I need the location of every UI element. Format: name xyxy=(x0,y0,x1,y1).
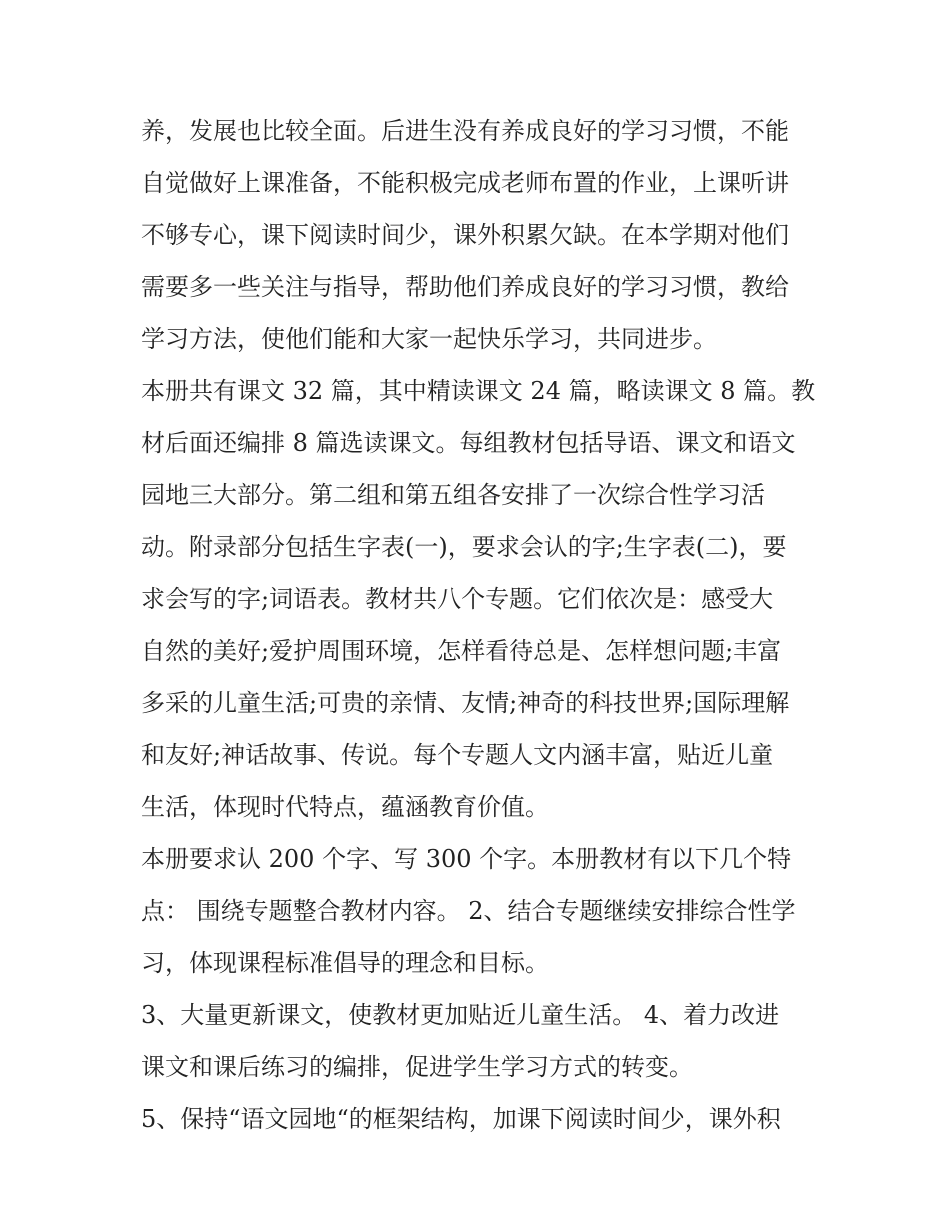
text-line: 求会写的字;词语表。教材共八个专题。它们依次是：感受大 xyxy=(141,585,774,613)
text-line: 不够专心，课下阅读时间少，课外积累欠缺。在本学期对他们 xyxy=(141,221,789,249)
text-line: 课文和课后练习的编排，促进学生学习方式的转变。 xyxy=(141,1053,693,1081)
text-line: 生活，体现时代特点，蕴涵教育价值。 xyxy=(141,793,549,821)
text-line: 园地三大部分。第二组和第五组各安排了一次综合性学习活 xyxy=(141,481,765,509)
text-line: 习，体现课程标准倡导的理念和目标。 xyxy=(141,949,549,977)
text-line: 3、大量更新课文，使教材更加贴近儿童生活。 4、着力改进 xyxy=(141,1001,780,1029)
text-line: 5、保持“语文园地“的框架结构，加课下阅读时间少，课外积 xyxy=(141,1105,781,1133)
text-line: 自觉做好上课准备，不能积极完成老师布置的作业，上课听讲 xyxy=(141,169,789,197)
text-line: 本册要求认 200 个字、写 300 个字。本册教材有以下几个特 xyxy=(141,845,792,873)
body-text xyxy=(141,105,816,1145)
text-line: 学习方法，使他们能和大家一起快乐学习，共同进步。 xyxy=(141,325,717,353)
text-line: 动。附录部分包括生字表(一)，要求会认的字;生字表(二)，要 xyxy=(141,533,787,561)
text-line: 点： 围绕专题整合教材内容。 2、结合专题继续安排综合性学 xyxy=(141,897,796,925)
text-line: 本册共有课文 32 篇，其中精读课文 24 篇，略读课文 8 篇。教 xyxy=(141,377,816,405)
text-line: 多采的儿童生活;可贵的亲情、友情;神奇的科技世界;国际理解 xyxy=(141,689,790,717)
text-line: 自然的美好;爱护周围环境，怎样看待总是、怎样想问题;丰富 xyxy=(141,637,782,665)
text-line: 需要多一些关注与指导，帮助他们养成良好的学习习惯，教给 xyxy=(141,273,789,301)
text-line: 养，发展也比较全面。后进生没有养成良好的学习习惯，不能 xyxy=(141,117,789,145)
text-line: 材后面还编排 8 篇选读课文。每组教材包括导语、课文和语文 xyxy=(141,429,796,457)
text-line: 和友好;神话故事、传说。每个专题人文内涵丰富，贴近儿童 xyxy=(141,741,774,769)
